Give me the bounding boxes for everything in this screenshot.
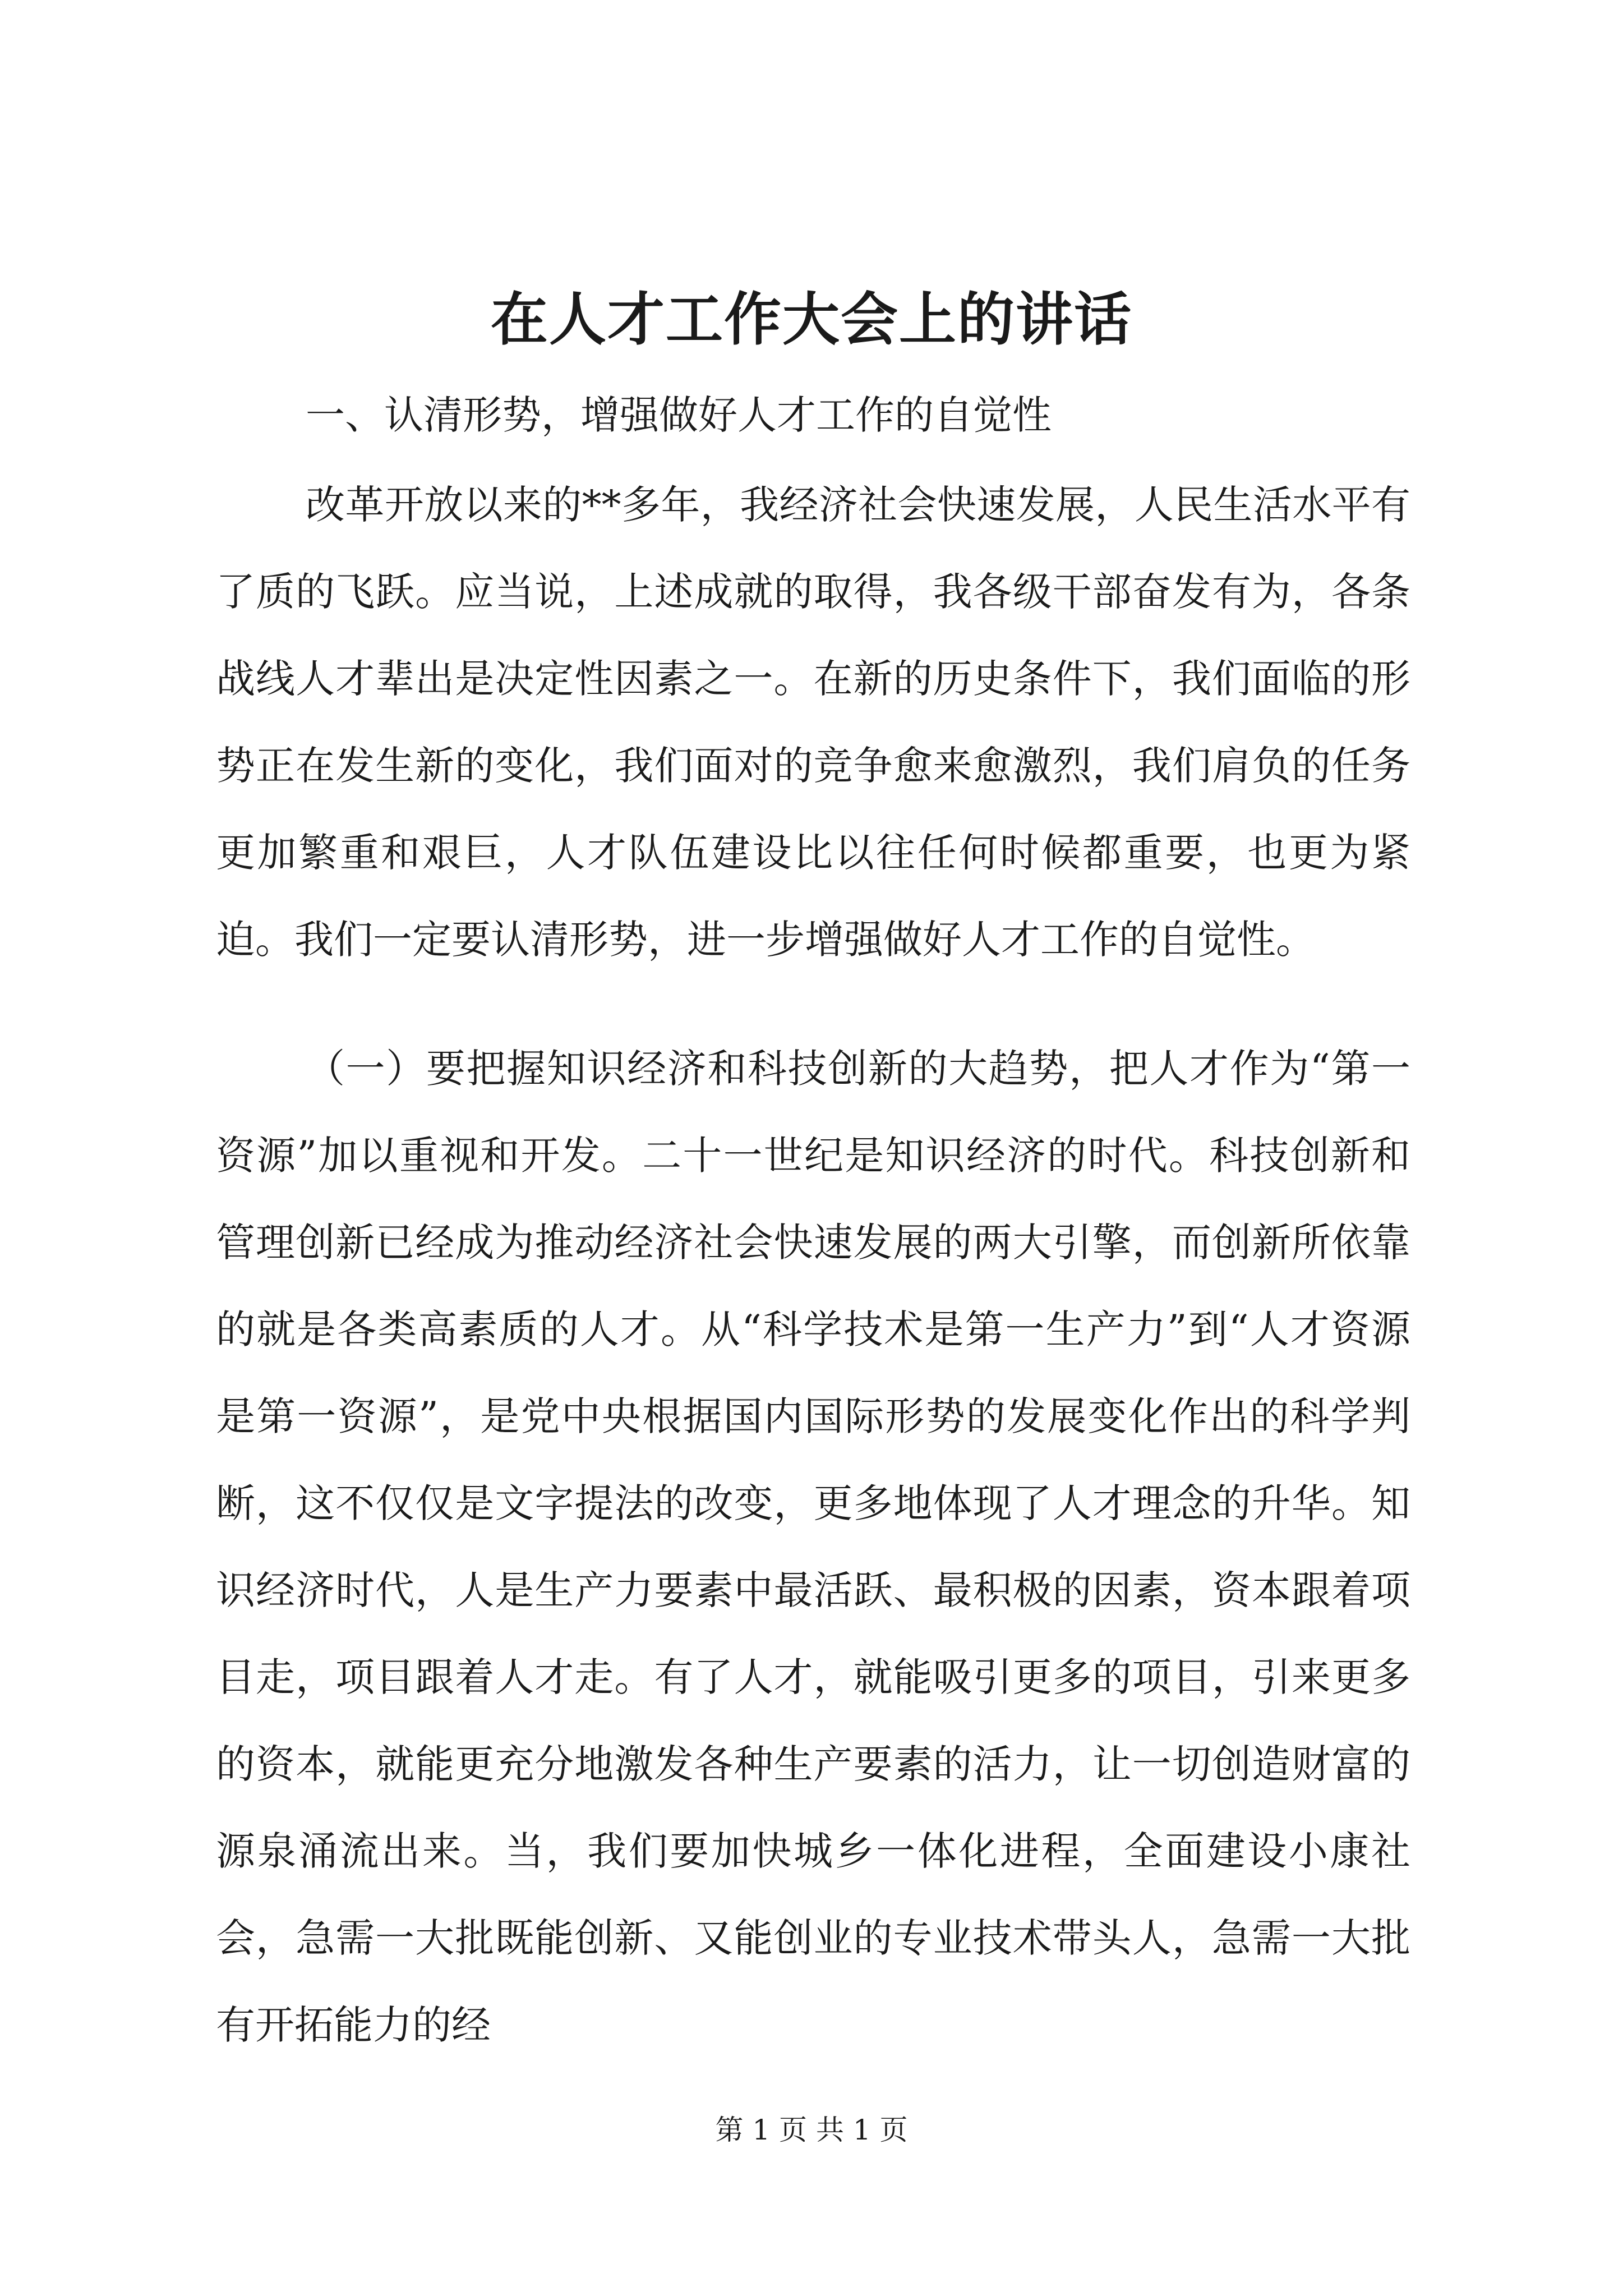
document-title: 在人才工作大会上的讲话 xyxy=(491,286,1132,353)
section-heading: 一、认清形势，增强做好人才工作的自觉性 xyxy=(306,392,1052,438)
body-paragraph: 改革开放以来的**多年，我经济社会快速发展，人民生活水平有了质的飞跃。应当说，上述成就的取得，我各级干部奋发有为，各条战线人才辈出是决定性因素之一。在新的历史条件下，我们面临的形势正在发生新的变化，我们面对的竞争愈来愈激烈，我们肩负的任务更加繁重和艰巨，人才队伍建设比以往任何时候都重要，也更为紧迫。我们一定要认清形势，进一步增强做好人才工作的自觉性。 xyxy=(216,482,1410,963)
body-paragraph: （一）要把握知识经济和科技创新的大趋势，把人才作为“第一资源”加以重视和开发。二十一世纪是知识经济的时代。科技创新和管理创新已经成为推动经济社会快速发展的两大引擎，而创新所依靠的就是各类高素质的人才。从“科学技术是第一生产力”到“人才资源是第一资源”，是党中央根据国内国际形势的发展变化作出的科学判断，这不仅仅是文字提法的改变，更多地体现了人才理念的升华。知识经济时代，人是生产力要素中最活跃、最积极的因素，资本跟着项目走，项目跟着人才走。有了人才，就能吸引更多的项目，引来更多的资本，就能更充分地激发各种生产要素的活力，让一切创造财富的源泉涌流出来。当，我们要加快城乡一体化进程，全面建设小康社会，急需一大批既能创新、又能创业的专业技术带头人，急需一大批有开拓能力的经 xyxy=(216,1046,1410,2048)
page-footer: 第 1 页 共 1 页 xyxy=(715,2114,908,2146)
